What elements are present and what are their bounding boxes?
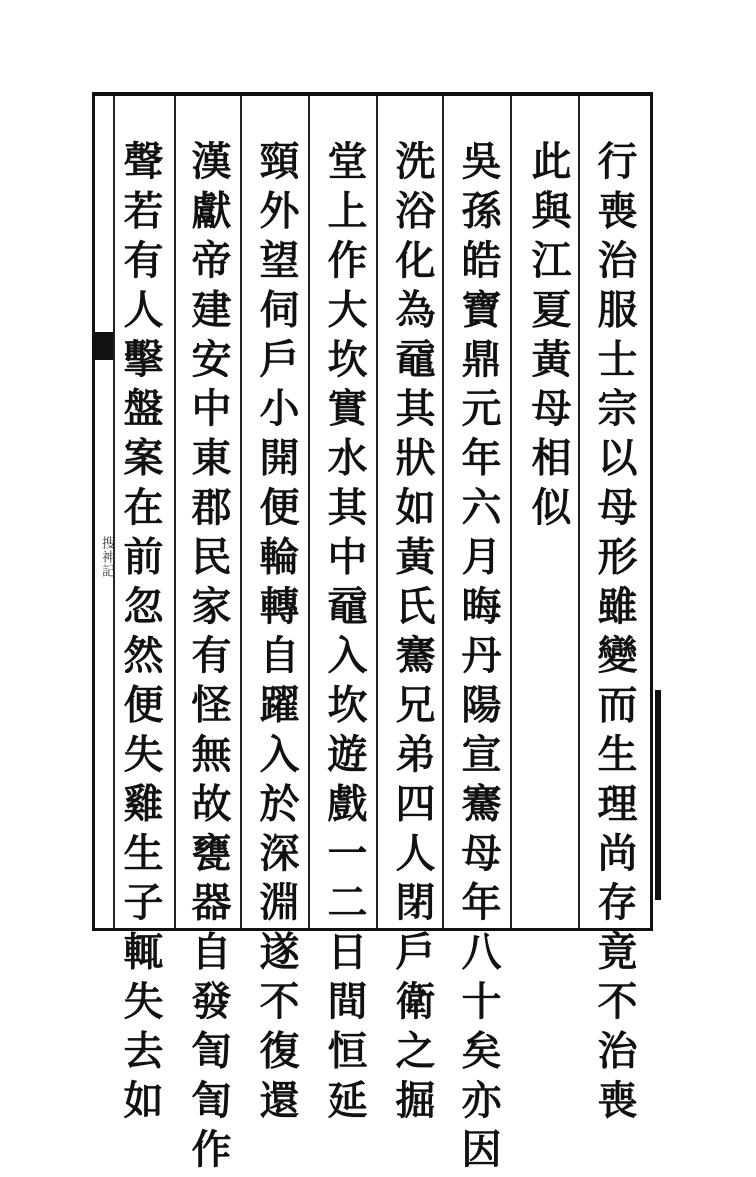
text-column-1: 行喪治服士宗以母形雖變而生理尚存竟不治喪 xyxy=(591,140,638,1128)
text-column-4: 洗浴化為黿其狀如黃氏騫兄弟四人閉戶衛之掘 xyxy=(389,140,436,1128)
fishtail-mark xyxy=(95,332,113,360)
column-rule xyxy=(240,96,242,928)
text-column-5: 堂上作大坎實水其中黿入坎遊戲一二日間恒延 xyxy=(321,140,368,1128)
column-rule xyxy=(308,96,310,928)
text-column-8: 聲若有人擊盤案在前忽然便失雞生子輒失去如 xyxy=(117,140,164,1128)
page-edge-mark xyxy=(655,690,661,900)
text-column-3: 吳孫皓寶鼎元年六月晦丹陽宣騫母年八十矣亦因 xyxy=(455,140,502,1177)
column-rule xyxy=(376,96,378,928)
frame-right-border xyxy=(650,92,653,931)
column-rule xyxy=(174,96,176,928)
column-rule xyxy=(442,96,444,928)
frame-top-border xyxy=(92,92,652,96)
column-rule xyxy=(578,96,580,928)
column-rule xyxy=(510,96,512,928)
margin-title: 搜神記 xyxy=(99,536,114,578)
book-gutter xyxy=(95,96,115,928)
text-column-7: 漢獻帝建安中東郡民家有怪無故甕器自發訇訇作 xyxy=(185,140,232,1177)
frame-bottom-border xyxy=(92,928,652,931)
text-column-6: 頸外望伺戶小開便輪轉自躍入於深淵遂不復還 xyxy=(253,140,300,1128)
text-column-2: 此與江夏黃母相似 xyxy=(525,140,572,536)
